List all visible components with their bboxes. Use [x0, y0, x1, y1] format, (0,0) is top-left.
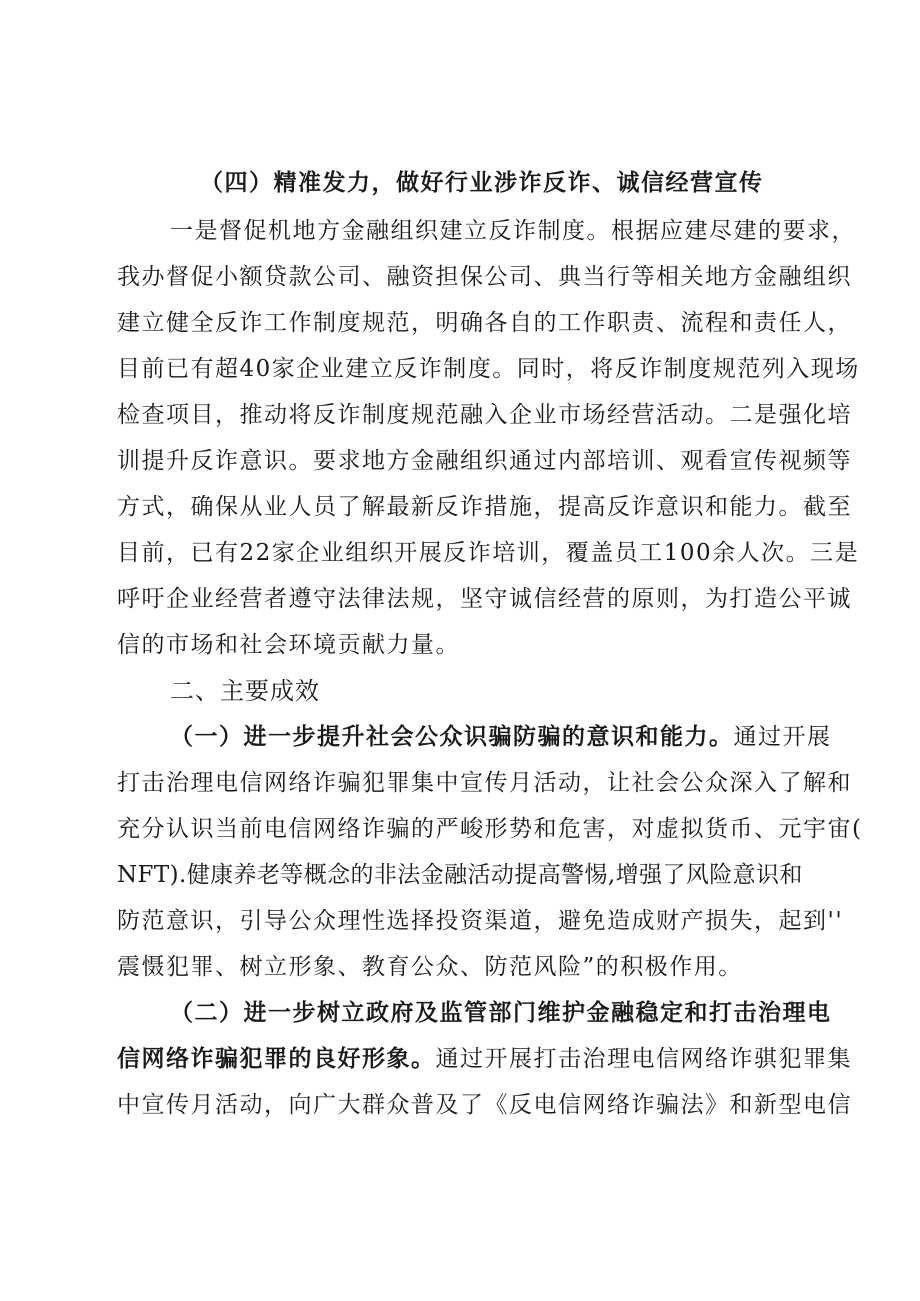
paragraph-line: 信的市场和社会环境贡献力量。	[117, 632, 460, 658]
result-2-title-end: 信网络诈骗犯罪的良好形象。	[117, 1045, 436, 1072]
result-2-text: 通过开展打击治理电信网络诈骐犯罪集	[435, 1046, 852, 1072]
paragraph-line: 方式，确保从业人员了解最新反诈措施，提高反诈意识和能力。截至	[117, 494, 852, 520]
paragraph-line: 目前已有超40家企业建立反诈制度。同时，将反诈制度规范列入现场	[117, 356, 860, 382]
paragraph-line: 目前，已有22家企业组织开展反诈培训，覆盖员工100余人次。三是	[117, 540, 860, 566]
result-1-text: 通过开展	[733, 724, 832, 750]
section-4-heading: （四）精准发力，做好行业涉诈反诈、诚信经营宣传	[200, 169, 764, 196]
paragraph-line: 检查项目，推动将反诈制度规范融入企业市场经营活动。二是强化培	[117, 402, 852, 428]
paragraph-line: 建立健全反诈工作制度规范，明确各自的工作职责、流程和责任人，	[117, 310, 852, 336]
paragraph-line: 我办督促小额贷款公司、融资担保公司、典当行等相关地方金融组织	[117, 264, 852, 290]
paragraph-line: 训提升反诈意识。要求地方金融组织通过内部培训、观看宣传视频等	[117, 448, 852, 474]
paragraph-line: 震慑犯罪、树立形象、教育公众、防范风险”的积极作用。	[117, 954, 743, 980]
result-1-first-line	[170, 722, 832, 752]
paragraph-line: 防范意识，引导公众理性选择投资渠道，避免造成财产损失，起到''	[117, 908, 844, 934]
result-1-title: （一）进一步提升社会公众识骗防骗的意识和能力。	[170, 723, 734, 750]
section-results-heading: 二、主要成效	[170, 677, 320, 705]
paragraph-line: 中宣传月活动，向广大群众普及了《反电信网络诈骗法》和新型电信	[117, 1092, 852, 1118]
paragraph-line: 打击治理电信网络诈骗犯罪集中宣传月活动，让社会公众深入了解和	[117, 770, 852, 796]
paragraph-line: 呼吁企业经营者遵守法律法规，坚守诚信经营的原则，为打造公平诚	[117, 586, 852, 612]
paragraph-line: NFT).健康养老等概念的非法金融活动提高警惕,增强了风险意识和	[117, 862, 803, 888]
paragraph-line: 充分认识当前电信网络诈骗的严峻形势和危害，对虚拟货币、元宇宙(	[117, 816, 863, 842]
result-2-second-line	[117, 1044, 852, 1074]
result-2-heading: （二）进一步树立政府及监管部门维护金融稳定和打击治理电	[170, 999, 832, 1026]
paragraph-line: 一是督促机地方金融组织建立反诈制度。根据应建尽建的要求，	[170, 218, 856, 244]
